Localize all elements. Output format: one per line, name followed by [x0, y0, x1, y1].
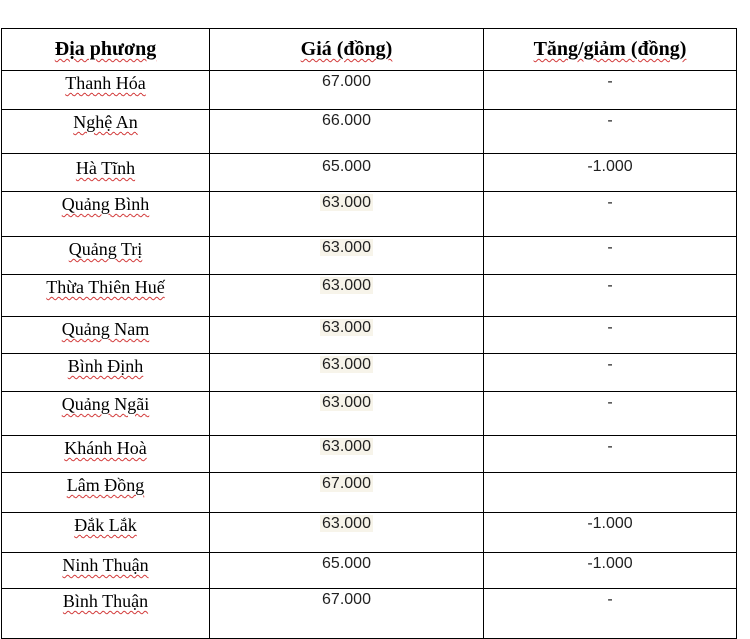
price-cell: 66.000	[322, 112, 371, 129]
price-cell: 63.000	[322, 394, 371, 411]
change-cell: -	[607, 112, 613, 129]
change-cell: -	[607, 319, 613, 336]
place-cell: Thừa Thiên Huế	[46, 277, 165, 297]
price-cell: 63.000	[322, 356, 371, 373]
table-row	[2, 354, 737, 392]
change-cell: -1.000	[587, 158, 633, 175]
table-row	[2, 71, 737, 110]
change-cell: -	[607, 73, 613, 90]
price-cell: 63.000	[322, 438, 371, 455]
change-cell: -	[607, 356, 613, 373]
change-cell: -1.000	[587, 515, 633, 532]
place-cell: Quảng Ngãi	[61, 394, 150, 414]
place-cell: Thanh Hóa	[65, 73, 146, 93]
price-cell: 65.000	[322, 555, 371, 572]
place-cell: Quảng Trị	[68, 239, 143, 259]
table-row	[2, 513, 737, 553]
table-row	[2, 110, 737, 154]
place-cell: Bình Thuận	[62, 591, 149, 611]
place-cell: Khánh Hoà	[64, 438, 147, 458]
price-cell: 63.000	[322, 239, 371, 256]
place-cell: Quảng Bình	[61, 194, 150, 214]
table-row	[2, 154, 737, 192]
price-cell: 67.000	[322, 591, 371, 608]
table-row	[2, 589, 737, 639]
place-cell: Bình Định	[67, 356, 144, 376]
table-row	[2, 317, 737, 354]
change-cell: -	[607, 394, 613, 411]
place-cell: Quảng Nam	[61, 319, 150, 339]
table-row	[2, 436, 737, 473]
table-row	[2, 192, 737, 237]
change-cell: -	[607, 591, 613, 608]
price-table	[1, 28, 737, 639]
place-cell: Nghệ An	[73, 112, 138, 132]
price-cell: 63.000	[322, 277, 371, 294]
place-cell: Ninh Thuận	[62, 555, 149, 575]
price-cell: 67.000	[322, 475, 371, 492]
header-change: Tăng/giảm (đồng)	[484, 29, 737, 71]
change-cell: -	[607, 194, 613, 211]
change-cell: -1.000	[587, 555, 633, 572]
table-row	[2, 275, 737, 317]
price-cell: 63.000	[322, 319, 371, 336]
change-cell: -	[607, 239, 613, 256]
price-cell: 63.000	[322, 515, 371, 532]
header-place: Địa phương	[2, 29, 210, 71]
place-cell: Đắk Lắk	[74, 515, 137, 535]
table-row	[2, 473, 737, 513]
table-header-row	[2, 29, 737, 71]
change-cell: -	[607, 277, 613, 294]
header-price: Giá (đồng)	[210, 29, 484, 71]
change-cell: -	[607, 438, 613, 455]
price-cell: 63.000	[322, 194, 371, 211]
price-cell: 67.000	[322, 73, 371, 90]
table-row	[2, 553, 737, 589]
place-cell: Hà Tĩnh	[75, 158, 136, 178]
place-cell: Lâm Đồng	[66, 475, 145, 495]
table-row	[2, 392, 737, 436]
price-cell: 65.000	[322, 158, 371, 175]
table-row	[2, 237, 737, 275]
